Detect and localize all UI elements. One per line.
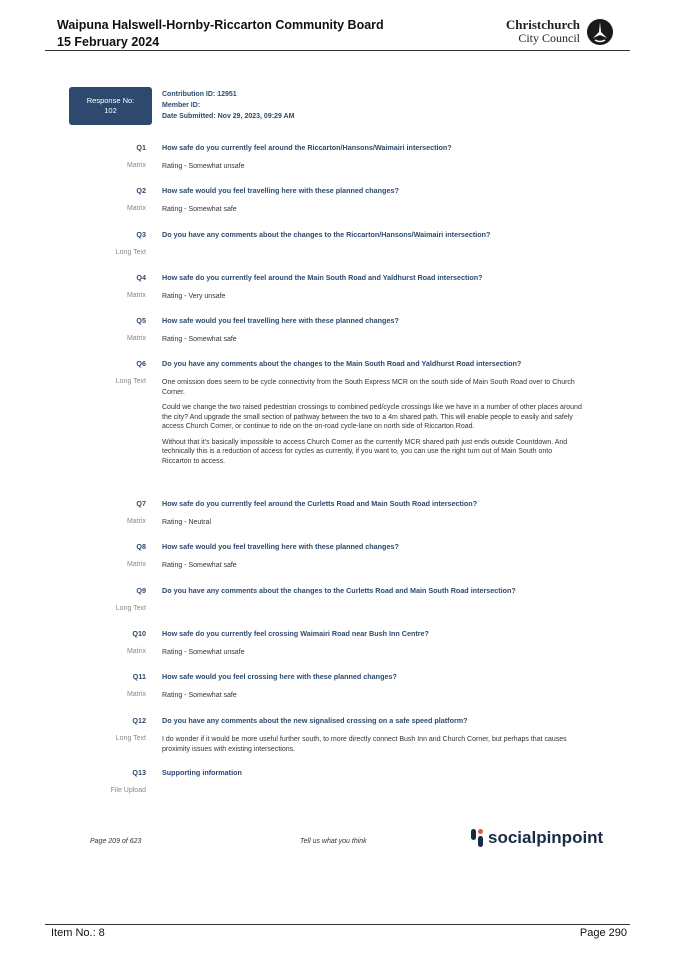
question-text: How safe would you feel crossing here with these planned changes? bbox=[162, 672, 397, 681]
question-type: Long Text bbox=[115, 249, 146, 256]
question-type: Long Text bbox=[115, 735, 146, 742]
socialpinpoint-logo bbox=[470, 827, 603, 849]
answer-block bbox=[162, 561, 582, 577]
answer-text: Rating - Somewhat safe bbox=[162, 336, 237, 343]
question-text: How safe would you feel travelling here with these planned changes? bbox=[162, 186, 399, 195]
answer-text: Rating - Neutral bbox=[162, 519, 212, 526]
answer-text: I do wonder if it would be more useful further south, to more directly connect Bush Inn and Church Corner, but perhaps that causes proximity issues with existing intersections. bbox=[162, 736, 567, 753]
answer-block bbox=[162, 518, 582, 534]
question-text: How safe do you currently feel around the Main South Road and Yaldhurst Road intersection? bbox=[162, 273, 483, 282]
question-text: Do you have any comments about the changes to the Curletts Road and Main South Road intersection? bbox=[162, 586, 516, 595]
socialpinpoint-wordmark: socialpinpoint bbox=[488, 828, 604, 847]
meeting-date: 15 February 2024 bbox=[57, 35, 160, 49]
socialpinpoint-mark-icon bbox=[470, 828, 484, 848]
question-text: How safe would you feel travelling here with these planned changes? bbox=[162, 542, 399, 551]
question-number: Q6 bbox=[136, 359, 146, 368]
question-number: Q1 bbox=[136, 143, 146, 152]
question-text: How safe do you currently feel crossing Waimairi Road near Bush Inn Centre? bbox=[162, 629, 429, 638]
question-number: Q7 bbox=[136, 499, 146, 508]
answer-block bbox=[162, 735, 582, 760]
header-divider bbox=[45, 50, 630, 51]
answer-block bbox=[162, 691, 582, 707]
question-number: Q9 bbox=[136, 586, 146, 595]
question-number: Q3 bbox=[136, 230, 146, 239]
question-type: Matrix bbox=[126, 691, 146, 698]
answer-text: One omission does seem to be cycle connectivity from the South Express MCR on the south side of Main South Road over to Church Corner. bbox=[162, 379, 575, 396]
contribution-label: Contribution ID: bbox=[162, 91, 216, 98]
member-label: Member ID: bbox=[162, 102, 201, 109]
answer-text: Rating - Somewhat safe bbox=[162, 562, 237, 569]
footer-divider bbox=[45, 924, 630, 925]
question-type: Long Text bbox=[115, 378, 146, 385]
logo-line1: Christchurch bbox=[505, 17, 580, 32]
answer-text: Rating - Somewhat safe bbox=[162, 206, 237, 213]
contribution-meta bbox=[162, 89, 294, 122]
question-number: Q10 bbox=[132, 629, 146, 638]
question-type: Matrix bbox=[126, 561, 146, 568]
answer-block bbox=[162, 335, 582, 351]
date-label: Date Submitted: bbox=[162, 113, 216, 120]
response-label: Response No: bbox=[86, 96, 135, 105]
response-number-badge bbox=[69, 87, 152, 125]
question-text: How safe do you currently feel around the Riccarton/Hansons/Waimairi intersection? bbox=[162, 143, 452, 152]
question-type: Matrix bbox=[126, 205, 146, 212]
question-type: Matrix bbox=[126, 335, 146, 342]
question-text: Do you have any comments about the new signalised crossing on a safe speed platform? bbox=[162, 716, 468, 725]
date-submitted: Nov 29, 2023, 09:29 AM bbox=[217, 113, 295, 120]
page-number: Page 290 bbox=[579, 927, 627, 939]
answer-block bbox=[162, 648, 582, 664]
question-type: Matrix bbox=[126, 648, 146, 655]
answer-text: Without that it's basically impossible to access Church Corner as the currently MCR shared path just ends outside Countdown. And technically this is a reduction of access for cycles as currently, if you want to, you can use the right turn out of Main South onto Riccarton to access. bbox=[162, 438, 568, 465]
question-type: File Upload bbox=[110, 787, 146, 794]
response-number: 102 bbox=[104, 106, 117, 115]
question-number: Q13 bbox=[132, 768, 146, 777]
logo-line2: City Council bbox=[518, 31, 580, 45]
document-header bbox=[45, 14, 630, 50]
contribution-id: 12951 bbox=[217, 91, 237, 98]
page-of-label: Page 209 of 623 bbox=[90, 838, 142, 845]
question-text: Do you have any comments about the changes to the Riccarton/Hansons/Waimairi intersection? bbox=[162, 230, 491, 239]
question-type: Long Text bbox=[115, 605, 146, 612]
tell-us-label: Tell us what you think bbox=[300, 838, 367, 845]
question-number: Q11 bbox=[132, 672, 146, 681]
question-type: Matrix bbox=[126, 518, 146, 525]
question-type: Matrix bbox=[126, 162, 146, 169]
answer-text: Could we change the two raised pedestrian crossings to combined ped/cycle crossings like we have in a number of other places around the city? And upgrade the small section of pathway between the two to a 4m shared path. This will enable people to easily and safely access Church Corner, or continue to ride on the on-road cycle-lane on north side of Riccarton Road. bbox=[162, 404, 582, 430]
question-number: Q12 bbox=[132, 716, 146, 725]
answer-text: Rating - Very unsafe bbox=[162, 293, 226, 300]
answer-block bbox=[162, 292, 582, 308]
item-number: Item No.: 8 bbox=[51, 927, 105, 939]
answer-text: Rating - Somewhat safe bbox=[162, 692, 237, 699]
council-emblem-icon bbox=[586, 18, 614, 46]
answer-block bbox=[162, 162, 582, 178]
question-number: Q4 bbox=[136, 273, 146, 282]
answer-text: Rating - Somewhat unsafe bbox=[162, 649, 245, 656]
question-type: Matrix bbox=[126, 292, 146, 299]
question-text: Supporting information bbox=[162, 768, 242, 777]
question-number: Q5 bbox=[136, 316, 146, 325]
answer-block bbox=[162, 378, 582, 472]
board-title: Waipuna Halswell-Hornby-Riccarton Community Board bbox=[57, 18, 384, 32]
question-text: How safe would you feel travelling here with these planned changes? bbox=[162, 316, 399, 325]
question-text: How safe do you currently feel around the Curletts Road and Main South Road intersection? bbox=[162, 499, 478, 508]
question-text: Do you have any comments about the changes to the Main South Road and Yaldhurst Road intersection? bbox=[162, 359, 522, 368]
question-number: Q2 bbox=[136, 186, 146, 195]
answer-text: Rating - Somewhat unsafe bbox=[162, 163, 245, 170]
answer-block bbox=[162, 205, 582, 221]
question-number: Q8 bbox=[136, 542, 146, 551]
